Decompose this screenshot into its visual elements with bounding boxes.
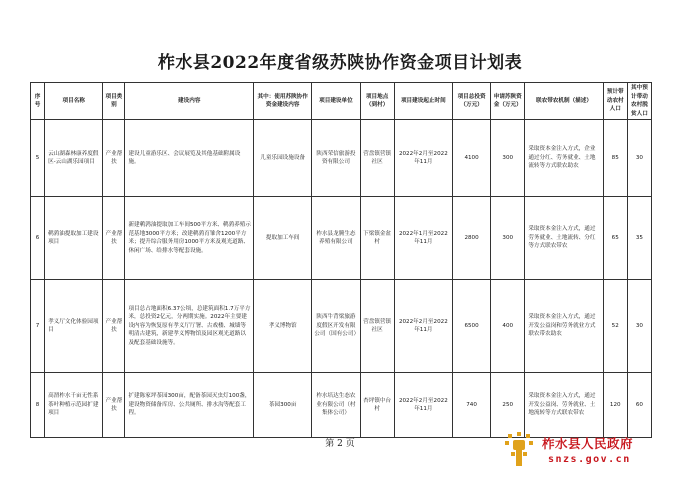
cell-villages: 85 <box>603 120 627 197</box>
cell-location: 杏坪镇中台村 <box>360 373 394 438</box>
page-number: 第 2 页 <box>325 439 355 449</box>
cell-unit: 柞水县龙腾生态养殖有限公司 <box>312 197 360 280</box>
watermark-url[interactable]: snzs.gov.cn <box>548 454 631 465</box>
cell-content: 新建鹌鹑油提取加工车间500平方米、鹌鹑养殖示范基地3000平方米；改建鹌鹑育雏舍1200平方米；提升综合服务用房1000平方米及观光道路、休闲广场、给排水等配套设施。 <box>125 197 254 280</box>
cell-name: 鹌鹑油提取加工建设项目 <box>45 197 103 280</box>
cell-category: 产业帮扶 <box>103 280 125 373</box>
cell-content: 建设儿童游乐区、会议展览及其他基础附属设施。 <box>125 120 254 197</box>
header-investment: 项目总投资（万元） <box>452 83 490 120</box>
cell-funded-content: 儿童乐园设施设备 <box>254 120 312 197</box>
cell-category: 产业帮扶 <box>103 120 125 197</box>
cell-villages: 65 <box>603 197 627 280</box>
cell-low-income: 30 <box>627 120 651 197</box>
header-funded-content: 其中：使用苏陕协作资金建设内容 <box>254 83 312 120</box>
cell-name: 高渭柞水千亩无性系茶叶种植示范园扩建项目 <box>45 373 103 438</box>
government-emblem-icon <box>504 432 534 468</box>
header-category: 项目类别 <box>103 83 125 120</box>
cell-category: 产业帮扶 <box>103 197 125 280</box>
cell-funds: 300 <box>491 120 525 197</box>
cell-seq: 6 <box>31 197 45 280</box>
table-row <box>31 120 652 197</box>
header-period: 项目建设起止时间 <box>394 83 452 120</box>
cell-investment: 2800 <box>452 197 490 280</box>
header-mechanism: 联农带农机制（描述） <box>525 83 603 120</box>
cell-funded-content: 孝义博物馆 <box>254 280 312 373</box>
header-seq: 序号 <box>31 83 45 120</box>
header-location: 项目地点（到村） <box>360 83 394 120</box>
cell-period: 2022年2月至2022年11月 <box>394 373 452 438</box>
header-low-income: 其中预计带动农村脱贫人口 <box>627 83 651 120</box>
watermark-site-name: 柞水县人民政府 <box>542 436 634 451</box>
cell-period: 2022年2月至2022年11月 <box>394 120 452 197</box>
site-watermark[interactable] <box>492 428 672 474</box>
cell-period: 2022年2月至2022年11月 <box>394 280 452 373</box>
project-plan-table <box>30 82 652 438</box>
cell-seq: 8 <box>31 373 45 438</box>
table-row <box>31 197 652 280</box>
cell-low-income: 60 <box>627 373 651 438</box>
cell-funded-content: 茶园300亩 <box>254 373 312 438</box>
cell-investment: 4100 <box>452 120 490 197</box>
cell-content: 扩建陈家坪茶园300亩，配备茶园灭虫灯100盏，建设物资储备库房、公共厕所、排水沟等配套工程。 <box>125 373 254 438</box>
header-funds: 申请苏陕资金（万元） <box>491 83 525 120</box>
cell-funds: 400 <box>491 280 525 373</box>
cell-mechanism: 采取资本金注入方式，通过劳务就业、土地流转、分红等方式联农带农 <box>525 197 603 280</box>
header-unit: 项目建设单位 <box>312 83 360 120</box>
cell-location: 营盘镇营镇社区 <box>360 120 394 197</box>
cell-seq: 7 <box>31 280 45 373</box>
table-header-row <box>31 83 652 120</box>
cell-unit: 柞水培达生态农业有限公司（村集体公司） <box>312 373 360 438</box>
cell-villages: 52 <box>603 280 627 373</box>
cell-location: 下梁镇金盆村 <box>360 197 394 280</box>
cell-investment: 6500 <box>452 280 490 373</box>
cell-mechanism: 采取资本金注入方式，通过开发公益岗、劳务就业、土地流转等方式联农带农 <box>525 373 603 438</box>
cell-unit: 陕西牛背梁旅游度假区开发有限公司（国有公司） <box>312 280 360 373</box>
cell-category: 产业帮扶 <box>103 373 125 438</box>
cell-name: 云山湖森林康养度假区-云山湖乐园项目 <box>45 120 103 197</box>
cell-mechanism: 采取资本金注入方式，通过开发公益岗和劳务就业方式联农带农助农 <box>525 280 603 373</box>
cell-seq: 5 <box>31 120 45 197</box>
header-name: 项目名称 <box>45 83 103 120</box>
cell-location: 营盘镇营镇社区 <box>360 280 394 373</box>
cell-funds: 250 <box>491 373 525 438</box>
cell-low-income: 30 <box>627 280 651 373</box>
cell-name: 孝义厅文化体验园项目 <box>45 280 103 373</box>
cell-period: 2022年1月至2022年11月 <box>394 197 452 280</box>
cell-unit: 陕西荣信旅游投资有限公司 <box>312 120 360 197</box>
header-content: 建设内容 <box>125 83 254 120</box>
cell-content: 项目总占地面积6.37公顷，总建筑面积1.7万平方米，总投资2亿元，分两期实施。2022年主要建设内容为恢复原有孝义厅厅署、古戏楼、城墙等明清古建筑，新建孝义博物馆及园区观光道路以及配套基础设施等。 <box>125 280 254 373</box>
cell-low-income: 35 <box>627 197 651 280</box>
cell-funded-content: 提取加工车间 <box>254 197 312 280</box>
header-villages: 预计带动农村人口 <box>603 83 627 120</box>
document-title: 柞水县2022年度省级苏陕协作资金项目计划表 <box>157 53 523 73</box>
cell-funds: 300 <box>491 197 525 280</box>
table-row <box>31 280 652 373</box>
cell-investment: 740 <box>452 373 490 438</box>
cell-mechanism: 采取资本金注入方式，企业通过分红、劳务就业、土地流转等方式联农助农 <box>525 120 603 197</box>
cell-villages: 120 <box>603 373 627 438</box>
